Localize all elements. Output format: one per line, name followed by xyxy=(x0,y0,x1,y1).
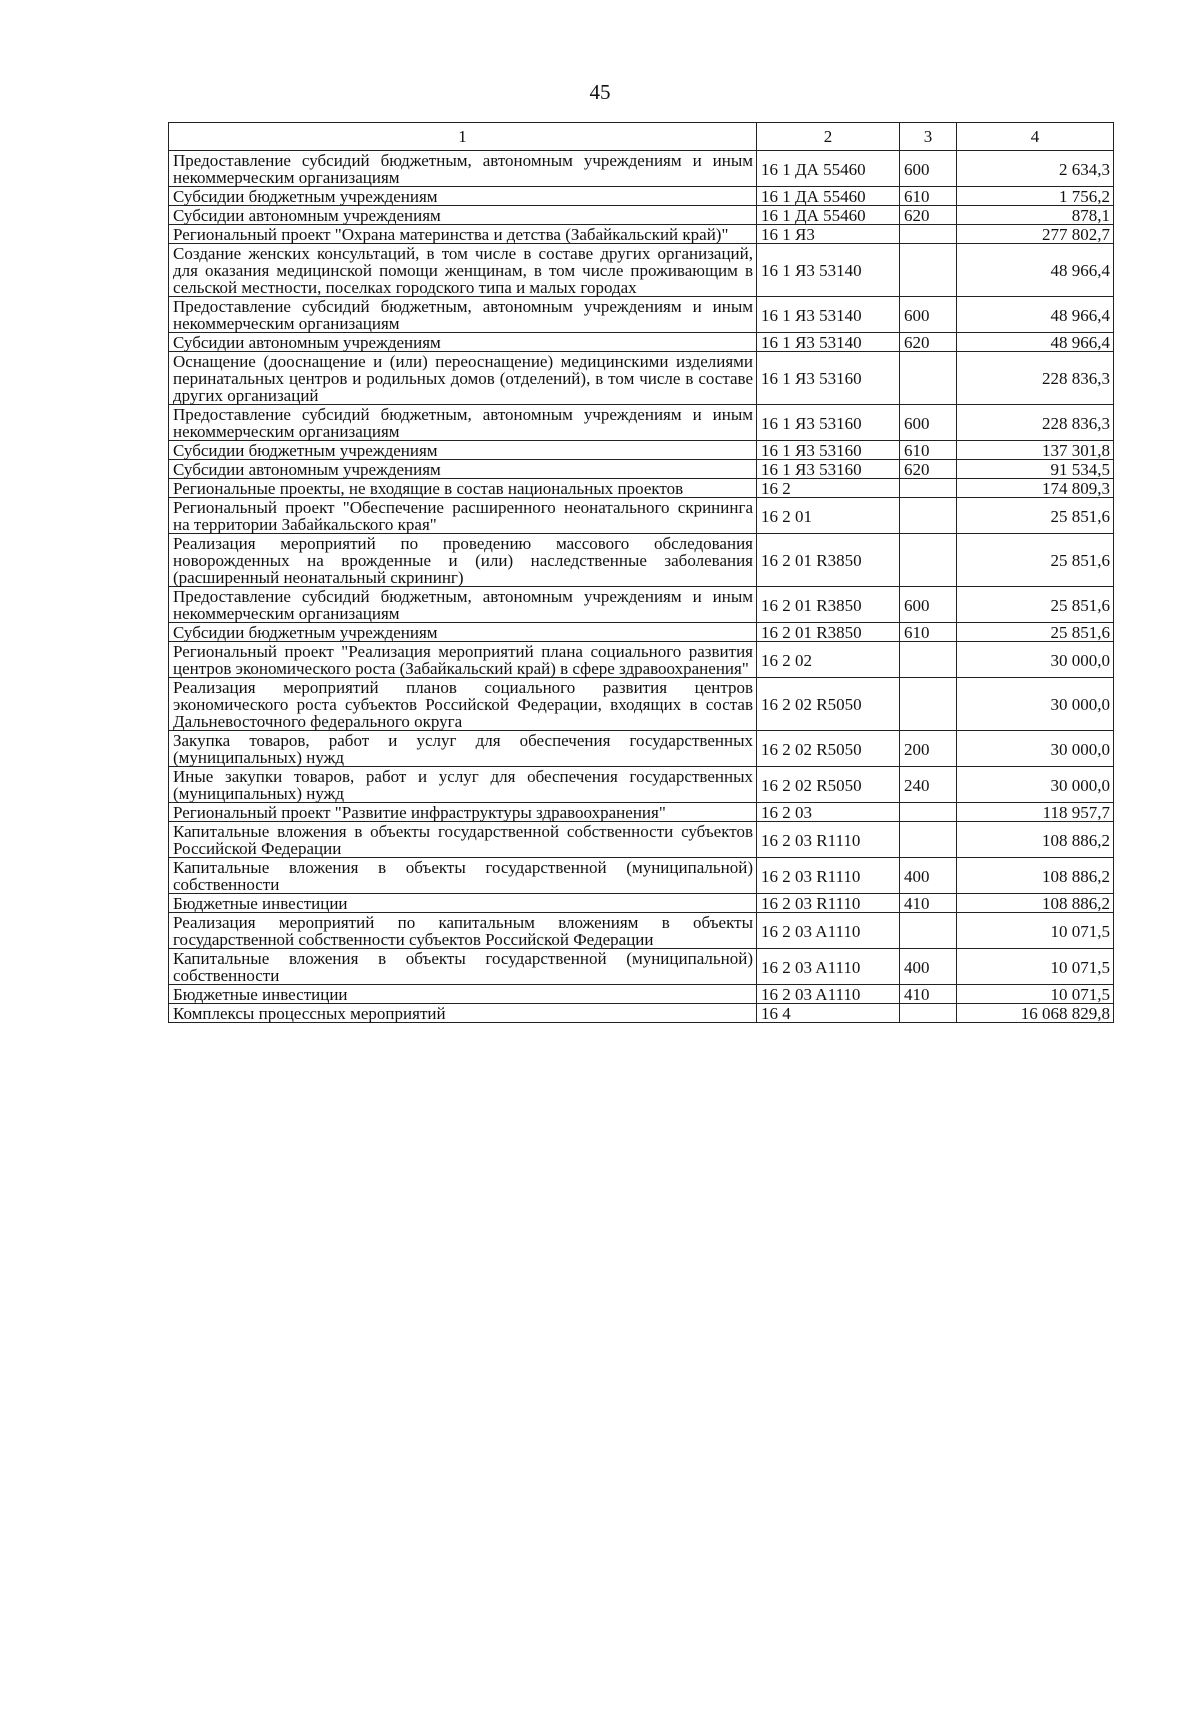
row-amount-cell: 48 966,4 xyxy=(957,297,1114,333)
row-amount-cell: 25 851,6 xyxy=(957,623,1114,642)
table-row xyxy=(169,534,1114,587)
table-row xyxy=(169,352,1114,405)
table-row xyxy=(169,187,1114,206)
row-code-cell: 16 1 Я3 xyxy=(757,225,900,244)
row-amount-cell: 91 534,5 xyxy=(957,460,1114,479)
row-code-cell: 16 1 Я3 53160 xyxy=(757,352,900,405)
row-name-cell: Капитальные вложения в объекты государственной (муниципальной) собственности xyxy=(169,949,757,985)
row-name-cell: Предоставление субсидий бюджетным, автономным учреждениям и иным некоммерческим организациям xyxy=(169,297,757,333)
table-row xyxy=(169,244,1114,297)
row-amount-cell: 2 634,3 xyxy=(957,151,1114,187)
row-name-cell: Реализация мероприятий планов социального развития центров экономического роста субъектов Российской Федерации, входящих в состав Дальневосточного федерального округа xyxy=(169,678,757,731)
row-code-cell: 16 1 Я3 53140 xyxy=(757,297,900,333)
row-name-cell: Предоставление субсидий бюджетным, автономным учреждениям и иным некоммерческим организациям xyxy=(169,405,757,441)
row-type-cell xyxy=(900,1004,957,1023)
row-type-cell: 410 xyxy=(900,985,957,1004)
row-name-cell: Реализация мероприятий по капитальным вложениям в объекты государственной собственности субъектов Российской Федерации xyxy=(169,913,757,949)
row-name-cell: Комплексы процессных мероприятий xyxy=(169,1004,757,1023)
column-header-name: 1 xyxy=(169,123,757,151)
table-row xyxy=(169,678,1114,731)
row-amount-cell: 30 000,0 xyxy=(957,767,1114,803)
column-header-amount: 4 xyxy=(957,123,1114,151)
table-row xyxy=(169,297,1114,333)
row-amount-cell: 10 071,5 xyxy=(957,985,1114,1004)
row-name-cell: Бюджетные инвестиции xyxy=(169,985,757,1004)
row-type-cell xyxy=(900,498,957,534)
row-name-cell: Региональные проекты, не входящие в состав национальных проектов xyxy=(169,479,757,498)
row-code-cell: 16 1 Я3 53140 xyxy=(757,333,900,352)
row-amount-cell: 228 836,3 xyxy=(957,405,1114,441)
row-amount-cell: 10 071,5 xyxy=(957,949,1114,985)
row-amount-cell: 10 071,5 xyxy=(957,913,1114,949)
table-row xyxy=(169,587,1114,623)
row-type-cell: 620 xyxy=(900,206,957,225)
row-amount-cell: 108 886,2 xyxy=(957,822,1114,858)
row-name-cell: Региональный проект "Обеспечение расширенного неонатального скрининга на территории Забайкальского края" xyxy=(169,498,757,534)
row-amount-cell: 878,1 xyxy=(957,206,1114,225)
row-amount-cell: 25 851,6 xyxy=(957,534,1114,587)
row-name-cell: Предоставление субсидий бюджетным, автономным учреждениям и иным некоммерческим организациям xyxy=(169,587,757,623)
row-type-cell: 400 xyxy=(900,858,957,894)
row-type-cell: 620 xyxy=(900,333,957,352)
table-row xyxy=(169,623,1114,642)
row-code-cell: 16 1 ДА 55460 xyxy=(757,206,900,225)
table-row xyxy=(169,151,1114,187)
table-row xyxy=(169,405,1114,441)
row-type-cell xyxy=(900,534,957,587)
row-amount-cell: 30 000,0 xyxy=(957,678,1114,731)
row-code-cell: 16 1 Я3 53160 xyxy=(757,441,900,460)
row-type-cell: 400 xyxy=(900,949,957,985)
table-row xyxy=(169,460,1114,479)
table-body xyxy=(169,151,1114,1023)
row-name-cell: Закупка товаров, работ и услуг для обеспечения государственных (муниципальных) нужд xyxy=(169,731,757,767)
table-row xyxy=(169,822,1114,858)
row-code-cell: 16 2 03 R1110 xyxy=(757,894,900,913)
row-type-cell: 600 xyxy=(900,405,957,441)
row-code-cell: 16 4 xyxy=(757,1004,900,1023)
row-amount-cell: 108 886,2 xyxy=(957,894,1114,913)
row-name-cell: Субсидии автономным учреждениям xyxy=(169,460,757,479)
row-type-cell xyxy=(900,352,957,405)
table-row xyxy=(169,642,1114,678)
row-name-cell: Реализация мероприятий по проведению массового обследования новорожденных на врожденные и (или) наследственные заболевания (расширенный неонатальный скрининг) xyxy=(169,534,757,587)
row-name-cell: Субсидии автономным учреждениям xyxy=(169,206,757,225)
table-row xyxy=(169,985,1114,1004)
row-name-cell: Субсидии бюджетным учреждениям xyxy=(169,441,757,460)
row-code-cell: 16 2 01 R3850 xyxy=(757,623,900,642)
row-amount-cell: 1 756,2 xyxy=(957,187,1114,206)
row-name-cell: Субсидии бюджетным учреждениям xyxy=(169,187,757,206)
row-type-cell: 240 xyxy=(900,767,957,803)
row-code-cell: 16 2 03 xyxy=(757,803,900,822)
row-name-cell: Капитальные вложения в объекты государственной (муниципальной) собственности xyxy=(169,858,757,894)
row-name-cell: Субсидии автономным учреждениям xyxy=(169,333,757,352)
row-amount-cell: 30 000,0 xyxy=(957,642,1114,678)
row-code-cell: 16 1 Я3 53140 xyxy=(757,244,900,297)
row-code-cell: 16 2 01 R3850 xyxy=(757,534,900,587)
row-name-cell: Капитальные вложения в объекты государственной собственности субъектов Российской Федерации xyxy=(169,822,757,858)
row-code-cell: 16 2 01 xyxy=(757,498,900,534)
row-amount-cell: 48 966,4 xyxy=(957,333,1114,352)
row-type-cell: 410 xyxy=(900,894,957,913)
row-name-cell: Региональный проект "Реализация мероприятий плана социального развития центров экономического роста (Забайкальский край) в сфере здравоохранения" xyxy=(169,642,757,678)
row-type-cell xyxy=(900,225,957,244)
row-code-cell: 16 2 03 A1110 xyxy=(757,985,900,1004)
row-type-cell xyxy=(900,678,957,731)
row-type-cell: 600 xyxy=(900,297,957,333)
table-row xyxy=(169,731,1114,767)
row-name-cell: Иные закупки товаров, работ и услуг для обеспечения государственных (муниципальных) нужд xyxy=(169,767,757,803)
row-code-cell: 16 2 03 R1110 xyxy=(757,822,900,858)
row-type-cell xyxy=(900,479,957,498)
table-row xyxy=(169,803,1114,822)
row-code-cell: 16 2 03 A1110 xyxy=(757,913,900,949)
row-amount-cell: 228 836,3 xyxy=(957,352,1114,405)
row-type-cell xyxy=(900,244,957,297)
table-row xyxy=(169,206,1114,225)
row-type-cell xyxy=(900,642,957,678)
column-header-type: 3 xyxy=(900,123,957,151)
row-name-cell: Предоставление субсидий бюджетным, автономным учреждениям и иным некоммерческим организациям xyxy=(169,151,757,187)
row-name-cell: Создание женских консультаций, в том числе в составе других организаций, для оказания медицинской помощи женщинам, в том числе проживающим в сельской местности, поселках городского типа и малых городах xyxy=(169,244,757,297)
page-number: 45 xyxy=(589,80,611,104)
row-code-cell: 16 2 03 A1110 xyxy=(757,949,900,985)
row-type-cell xyxy=(900,913,957,949)
table-row xyxy=(169,1004,1114,1023)
table-row xyxy=(169,949,1114,985)
table-row xyxy=(169,767,1114,803)
row-code-cell: 16 2 xyxy=(757,479,900,498)
row-code-cell: 16 2 02 xyxy=(757,642,900,678)
table-row xyxy=(169,894,1114,913)
row-amount-cell: 16 068 829,8 xyxy=(957,1004,1114,1023)
row-amount-cell: 25 851,6 xyxy=(957,587,1114,623)
table-header-row xyxy=(169,123,1114,151)
row-amount-cell: 48 966,4 xyxy=(957,244,1114,297)
row-name-cell: Бюджетные инвестиции xyxy=(169,894,757,913)
row-code-cell: 16 2 02 R5050 xyxy=(757,678,900,731)
column-header-code: 2 xyxy=(757,123,900,151)
row-code-cell: 16 2 01 R3850 xyxy=(757,587,900,623)
row-type-cell: 610 xyxy=(900,187,957,206)
row-type-cell xyxy=(900,803,957,822)
table-row xyxy=(169,498,1114,534)
budget-table xyxy=(168,122,1114,1023)
row-name-cell: Региональный проект "Развитие инфраструктуры здравоохранения" xyxy=(169,803,757,822)
row-amount-cell: 108 886,2 xyxy=(957,858,1114,894)
row-amount-cell: 174 809,3 xyxy=(957,479,1114,498)
table-row xyxy=(169,441,1114,460)
row-amount-cell: 25 851,6 xyxy=(957,498,1114,534)
row-amount-cell: 137 301,8 xyxy=(957,441,1114,460)
table-row xyxy=(169,858,1114,894)
row-type-cell: 600 xyxy=(900,587,957,623)
table-row xyxy=(169,479,1114,498)
row-code-cell: 16 2 02 R5050 xyxy=(757,731,900,767)
row-type-cell: 610 xyxy=(900,441,957,460)
row-type-cell xyxy=(900,822,957,858)
row-code-cell: 16 1 Я3 53160 xyxy=(757,405,900,441)
row-amount-cell: 277 802,7 xyxy=(957,225,1114,244)
row-code-cell: 16 2 02 R5050 xyxy=(757,767,900,803)
row-code-cell: 16 2 03 R1110 xyxy=(757,858,900,894)
row-name-cell: Оснащение (дооснащение и (или) переоснащение) медицинскими изделиями перинатальных центров и родильных домов (отделений), в том числе в составе других организаций xyxy=(169,352,757,405)
row-type-cell: 610 xyxy=(900,623,957,642)
row-type-cell: 200 xyxy=(900,731,957,767)
row-type-cell: 620 xyxy=(900,460,957,479)
table-row xyxy=(169,225,1114,244)
table-row xyxy=(169,333,1114,352)
row-name-cell: Региональный проект "Охрана материнства и детства (Забайкальский край)" xyxy=(169,225,757,244)
row-code-cell: 16 1 ДА 55460 xyxy=(757,187,900,206)
table-row xyxy=(169,913,1114,949)
row-type-cell: 600 xyxy=(900,151,957,187)
row-code-cell: 16 1 ДА 55460 xyxy=(757,151,900,187)
row-amount-cell: 118 957,7 xyxy=(957,803,1114,822)
row-name-cell: Субсидии бюджетным учреждениям xyxy=(169,623,757,642)
row-amount-cell: 30 000,0 xyxy=(957,731,1114,767)
row-code-cell: 16 1 Я3 53160 xyxy=(757,460,900,479)
